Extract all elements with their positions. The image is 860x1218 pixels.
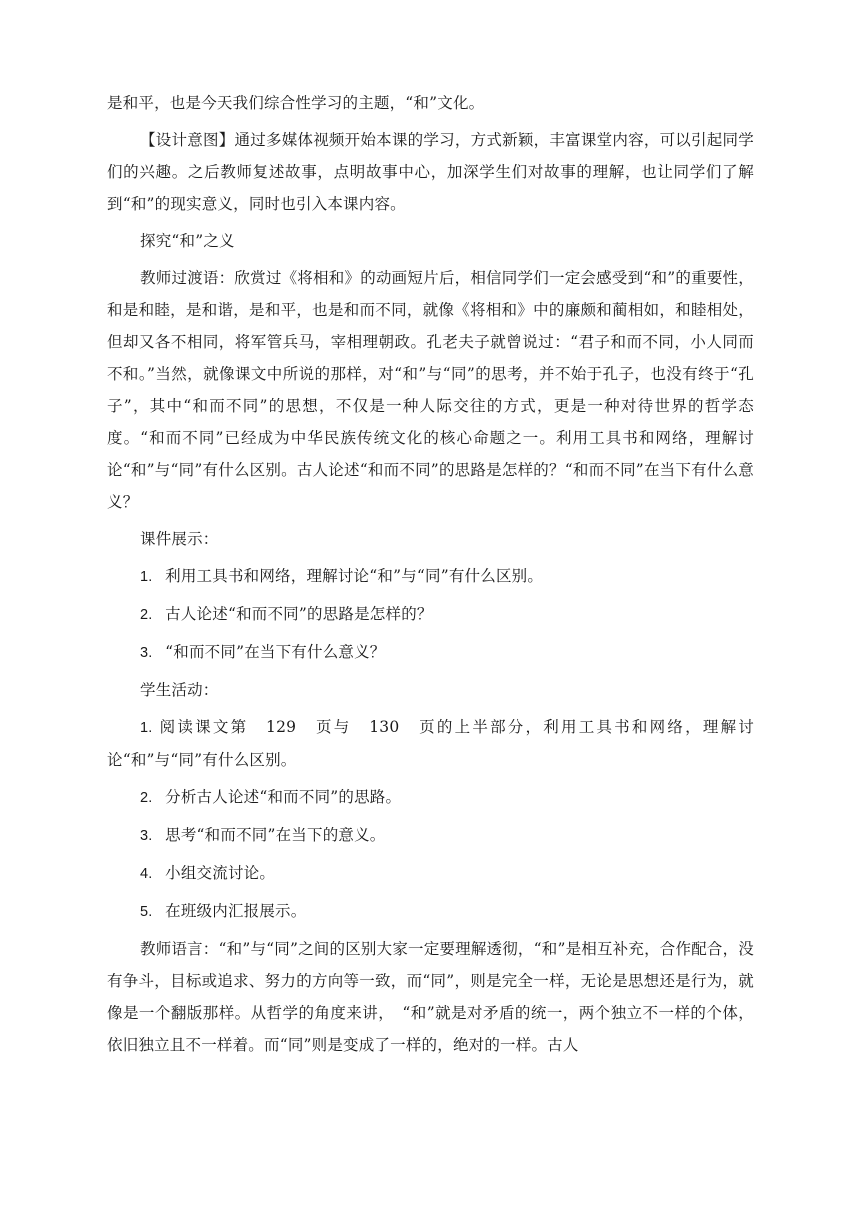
list-number: 5.	[140, 904, 153, 920]
list-item	[107, 781, 754, 814]
list-number: 3.	[140, 828, 153, 844]
list-item	[107, 857, 754, 890]
list-text: 分析古人论述“和而不同”的思路。	[165, 788, 402, 806]
document-page	[107, 87, 754, 1061]
list-item	[107, 895, 754, 928]
list-item	[107, 560, 754, 593]
list-item	[107, 598, 754, 631]
courseware-heading: 课件展示：	[140, 530, 219, 548]
list-text: 利用工具书和网络，理解讨论“和”与“同”有什么区别。	[165, 567, 544, 585]
section-heading-explore-he: 探究“和”之义	[140, 232, 235, 250]
list-item	[107, 819, 754, 852]
list-number: 4.	[140, 866, 153, 882]
list-text: 古人论述“和而不同”的思路是怎样的？	[165, 605, 433, 623]
student-activity-heading: 学生活动：	[140, 681, 219, 699]
paragraph-design-intent: 【设计意图】通过多媒体视频开始本课的学习，方式新颖，丰富课堂内容，可以引起同学们的兴趣。之后教师复述故事，点明故事中心，加深学生们对故事的理解，也让同学们了解到“和”的现实意义，同时也引入本课内容。	[107, 131, 754, 213]
list-item	[107, 711, 754, 776]
list-text: “和而不同”在当下有什么意义？	[165, 643, 386, 661]
list-number: 1.	[140, 720, 153, 736]
list-text: 阅读课文第 129 页与 130 页的上半部分，利用工具书和网络，理解讨论“和”与“同”有什么区别。	[107, 718, 754, 769]
list-text: 在班级内汇报展示。	[165, 902, 307, 920]
list-number: 1.	[140, 569, 153, 585]
list-number: 3.	[140, 645, 153, 661]
paragraph-teacher-transition: 教师过渡语：欣赏过《将相和》的动画短片后，相信同学们一定会感受到“和”的重要性，和是和睦，是和谐，是和平，也是和而不同，就像《将相和》中的廉颇和蔺相如，和睦相处，但却又各不相同，将军管兵马，宰相理朝政。孔老夫子就曾说过：“君子和而不同，小人同而不和。”当然，就像课文中所说的那样，对“和”与“同”的思考，并不始于孔子，也没有终于“孔子”，其中“和而不同”的思想，不仅是一种人际交往的方式，更是一种对待世界的哲学态度。“和而不同”已经成为中华民族传统文化的核心命题之一。利用工具书和网络，理解讨论“和”与“同”有什么区别。古人论述“和而不同”的思路是怎样的？“和而不同”在当下有什么意义？	[107, 269, 754, 511]
paragraph-intro-continued: 是和平，也是今天我们综合性学习的主题，“和”文化。	[107, 94, 485, 112]
courseware-list	[107, 560, 754, 669]
list-number: 2.	[140, 790, 153, 806]
list-number: 2.	[140, 607, 153, 623]
list-item	[107, 636, 754, 669]
paragraph-teacher-language: 教师语言：“和”与“同”之间的区别大家一定要理解透彻，“和”是相互补充，合作配合，没有争斗，目标或追求、努力的方向等一致，而“同”，则是完全一样，无论是思想还是行为，就像是一个翻版那样。从哲学的角度来讲， “和”就是对矛盾的统一，两个独立不一样的个体，依旧独立且不一样着。而“同”则是变成了一样的，绝对的一样。古人	[107, 940, 754, 1054]
student-activity-list	[107, 711, 754, 928]
list-text: 小组交流讨论。	[165, 864, 276, 882]
list-text: 思考“和而不同”在当下的意义。	[165, 826, 386, 844]
